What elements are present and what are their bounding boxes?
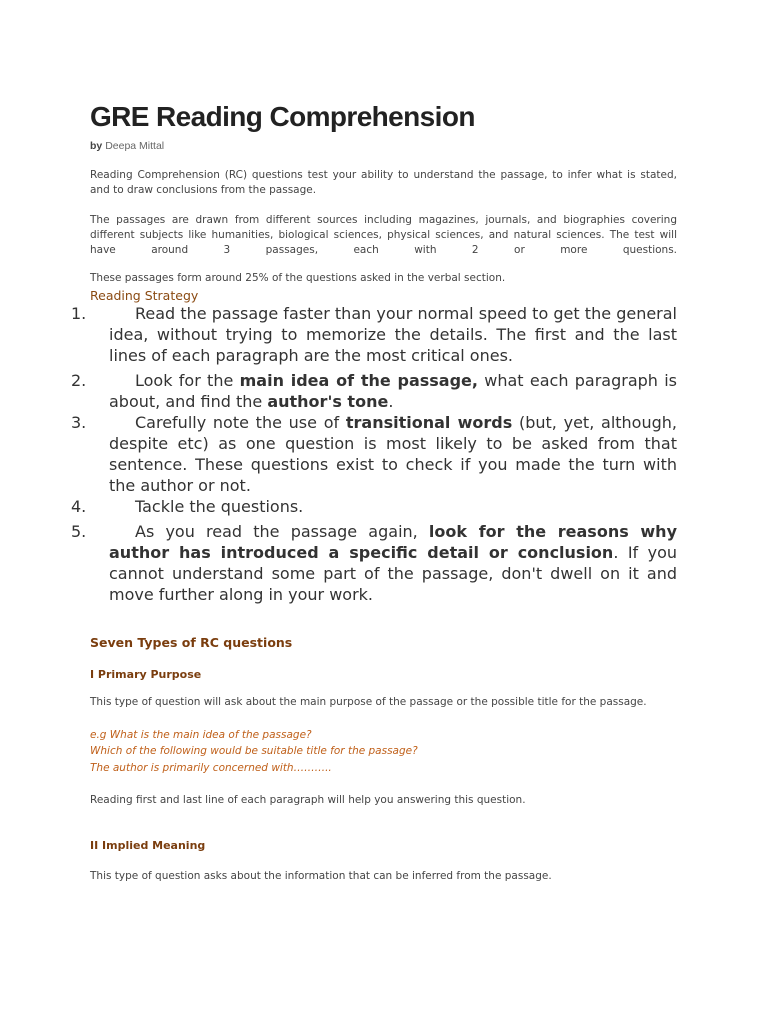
- strategy-item-2: [71, 370, 678, 412]
- item-text: Look for the: [135, 371, 240, 390]
- strategy-item-4: [71, 496, 677, 517]
- item-text: Carefully note the use of: [135, 413, 346, 432]
- reading-strategy-heading: Reading Strategy: [90, 288, 199, 303]
- type-1-examples: [90, 727, 677, 777]
- item-text: (but, yet, although, despite etc) as one question is most likely to be asked from that sentence. These questions exist to check if you made the turn with the author or not.: [109, 413, 677, 495]
- item-text: Read the passage faster than your normal speed to get the general idea, without trying to memorize the details. The first and the last lines of each paragraph are the most critical ones.: [109, 304, 677, 365]
- page-title: GRE Reading Comprehension: [90, 101, 475, 132]
- strategy-list: [71, 303, 678, 605]
- byline-prefix: by: [90, 140, 103, 152]
- item-text: As you read the passage again,: [135, 522, 429, 541]
- emphasis-text: look for the reasons why author has introduced a specific detail or conclusion: [109, 522, 677, 562]
- item-text: Tackle the questions.: [135, 497, 304, 516]
- type-2-description: This type of question asks about the information that can be inferred from the passage.: [90, 869, 552, 882]
- emphasis-text: transitional words: [345, 413, 513, 432]
- strategy-item-3: [71, 412, 677, 496]
- item-text: . If you cannot understand some part of the passage, don't dwell on it and move further along in your work.: [109, 543, 677, 604]
- example-line: The author is primarily concerned with………..: [90, 761, 332, 774]
- author-name: Deepa Mittal: [105, 140, 165, 152]
- item-text: what each paragraph is about, and find the: [109, 371, 678, 411]
- list-number: 2.: [71, 371, 87, 390]
- type-1-tip: Reading first and last line of each paragraph will help you answering this question.: [90, 794, 526, 806]
- intro-paragraph-1: Reading Comprehension (RC) questions test your ability to understand the passage, to infer what is stated, and to draw conclusions from the passage.: [90, 169, 677, 196]
- article: [71, 100, 678, 884]
- type-2-title: II Implied Meaning: [90, 838, 206, 852]
- rc-types-heading: Seven Types of RC questions: [90, 635, 293, 650]
- strategy-item-5: [71, 521, 677, 605]
- byline: [90, 140, 677, 152]
- example-line: Which of the following would be suitable title for the passage?: [90, 745, 418, 757]
- intro-paragraph-3: These passages form around 25% of the questions asked in the verbal section.: [90, 272, 506, 284]
- intro-paragraph-2: The passages are drawn from different sources including magazines, journals, and biographies covering different subjects like humanities, biological sciences, physical sciences, and natural sciences. The test will have around 3 passages, each with 2 or more questions.: [90, 214, 677, 256]
- emphasis-text: main idea of the passage,: [239, 371, 478, 390]
- example-line: e.g What is the main idea of the passage?: [90, 728, 312, 741]
- list-number: 4.: [71, 497, 87, 516]
- type-1-description: This type of question will ask about the main purpose of the passage or the possible title for the passage.: [90, 696, 647, 708]
- strategy-item-1: [71, 303, 677, 366]
- type-1-title: I Primary Purpose: [90, 668, 202, 681]
- item-text: .: [388, 392, 394, 411]
- list-number: 5.: [71, 522, 87, 541]
- emphasis-text: author's tone: [267, 392, 389, 411]
- list-number: 1.: [71, 304, 87, 323]
- list-number: 3.: [71, 413, 87, 432]
